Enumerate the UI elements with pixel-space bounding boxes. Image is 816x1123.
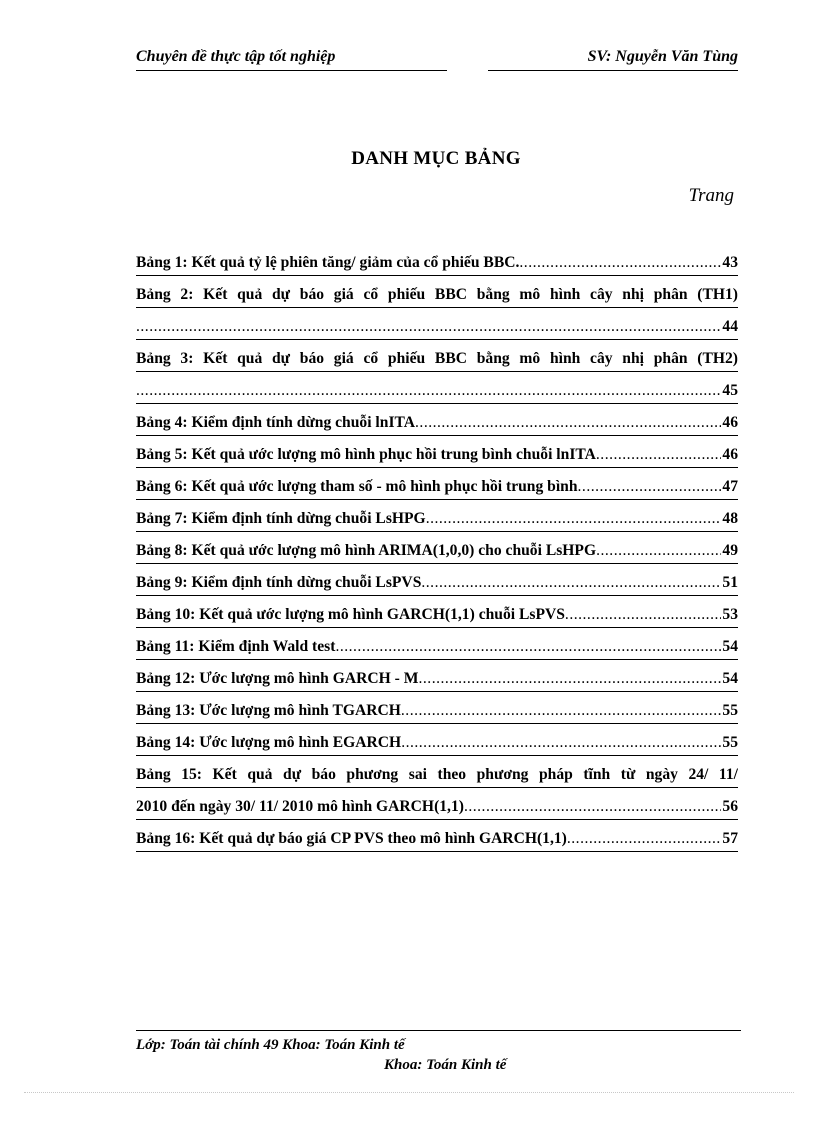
toc-entry-7[interactable] (136, 506, 738, 532)
toc-entry-label: 2010 đến ngày 30/ 11/ 2010 mô hình GARCH(1,1) (136, 798, 464, 815)
leader-dots (464, 794, 721, 819)
toc-entry-label: Bảng 1: Kết quả tỷ lệ phiên tăng/ giảm của cổ phiếu BBC. (136, 254, 520, 271)
toc-entry-page: 55 (722, 734, 738, 751)
toc-entry-label: Bảng 16: Kết quả dự báo giá CP PVS theo mô hình GARCH(1,1) (136, 830, 567, 847)
leader-dots (419, 666, 722, 691)
toc-entry-14[interactable] (136, 730, 738, 756)
leader-dots (401, 698, 722, 723)
header-left: Chuyên đề thực tập tốt nghiệp (136, 48, 336, 65)
toc-entry-page: 54 (722, 670, 738, 687)
leader-dots (578, 474, 722, 499)
toc-entry-12[interactable] (136, 666, 738, 692)
toc-entry-10[interactable] (136, 602, 738, 628)
toc-entry-2-continuation[interactable] (136, 314, 738, 340)
toc-entry-11[interactable] (136, 634, 738, 660)
toc-entry-label: Bảng 4: Kiểm định tính dừng chuỗi lnITA (136, 414, 416, 431)
toc-entry-8[interactable] (136, 538, 738, 564)
leader-dots (136, 314, 721, 339)
toc-entry-15[interactable] (136, 762, 738, 788)
toc-entry-label: Bảng 5: Kết quả ước lượng mô hình phục hồi trung bình chuỗi lnITA (136, 446, 596, 463)
footer-line-2: Khoa: Toán Kinh tế (384, 1057, 507, 1073)
toc-entry-label: Bảng 9: Kiểm định tính dừng chuỗi LsPVS (136, 574, 422, 591)
toc-entry-page: 56 (722, 798, 738, 815)
toc-entry-page: 44 (722, 318, 738, 335)
toc-entry-page: 53 (722, 606, 738, 623)
toc-entry-label: Bảng 14: Ước lượng mô hình EGARCH (136, 734, 402, 751)
leader-dots (136, 378, 721, 403)
leader-dots (596, 538, 721, 563)
toc-entry-5[interactable] (136, 442, 738, 468)
toc-entry-1[interactable] (136, 250, 738, 276)
toc-entry-2[interactable] (136, 282, 738, 308)
toc-entry-3[interactable] (136, 346, 738, 372)
toc-entry-page: 54 (722, 638, 738, 655)
toc-entry-label: Bảng 13: Ước lượng mô hình TGARCH (136, 702, 401, 719)
toc-entry-page: 45 (722, 382, 738, 399)
toc-entry-label: Bảng 8: Kết quả ước lượng mô hình ARIMA(1,0,0) cho chuỗi LsHPG (136, 542, 597, 559)
leader-dots (567, 826, 722, 851)
toc-entry-page: 46 (722, 414, 738, 431)
page-bottom-border (24, 1092, 794, 1093)
footer-divider (136, 1030, 741, 1031)
toc-entry-label: Bảng 15: Kết quả dự báo phương sai theo phương pháp tĩnh từ ngày 24/ 11/ (136, 766, 738, 783)
toc-entry-page: 43 (722, 254, 738, 271)
toc-entry-page: 49 (722, 542, 738, 559)
leader-dots (335, 634, 721, 659)
toc-entry-label: Bảng 2: Kết quả dự báo giá cổ phiếu BBC bằng mô hình cây nhị phân (TH1) (136, 286, 738, 303)
table-of-tables (136, 250, 738, 858)
toc-entry-9[interactable] (136, 570, 738, 596)
toc-entry-4[interactable] (136, 410, 738, 436)
toc-entry-label: Bảng 3: Kết quả dự báo giá cổ phiếu BBC bằng mô hình cây nhị phân (TH2) (136, 350, 738, 367)
leader-dots (415, 410, 721, 435)
toc-entry-16[interactable] (136, 826, 738, 852)
header-divider-left (136, 70, 447, 71)
toc-entry-page: 51 (722, 574, 738, 591)
toc-entry-page: 47 (722, 478, 738, 495)
toc-entry-page: 46 (722, 446, 738, 463)
toc-entry-label: Bảng 7: Kiểm định tính dừng chuỗi LsHPG (136, 510, 426, 527)
toc-entry-page: 55 (722, 702, 738, 719)
header-divider-right (488, 70, 738, 71)
toc-entry-15-continuation[interactable] (136, 794, 738, 820)
toc-entry-page: 48 (722, 510, 738, 527)
toc-entry-label: Bảng 10: Kết quả ước lượng mô hình GARCH(1,1) chuỗi LsPVS (136, 606, 565, 623)
page-title: DANH MỤC BẢNG (351, 148, 521, 169)
toc-entry-6[interactable] (136, 474, 738, 500)
toc-entry-label: Bảng 12: Ước lượng mô hình GARCH - M (136, 670, 419, 687)
leader-dots (421, 570, 721, 595)
leader-dots (565, 602, 721, 627)
toc-entry-page: 57 (722, 830, 738, 847)
header-right: SV: Nguyễn Văn Tùng (587, 48, 738, 65)
page-column-label: Trang (688, 185, 734, 206)
footer-line-1: Lớp: Toán tài chính 49 Khoa: Toán Kinh tế (136, 1037, 405, 1053)
toc-entry-3-continuation[interactable] (136, 378, 738, 404)
leader-dots (426, 506, 722, 531)
toc-entry-label: Bảng 11: Kiểm định Wald test (136, 638, 336, 655)
toc-entry-13[interactable] (136, 698, 738, 724)
leader-dots (401, 730, 721, 755)
leader-dots (519, 250, 721, 275)
toc-entry-label: Bảng 6: Kết quả ước lượng tham số - mô hình phục hồi trung bình (136, 478, 578, 495)
leader-dots (596, 442, 722, 467)
